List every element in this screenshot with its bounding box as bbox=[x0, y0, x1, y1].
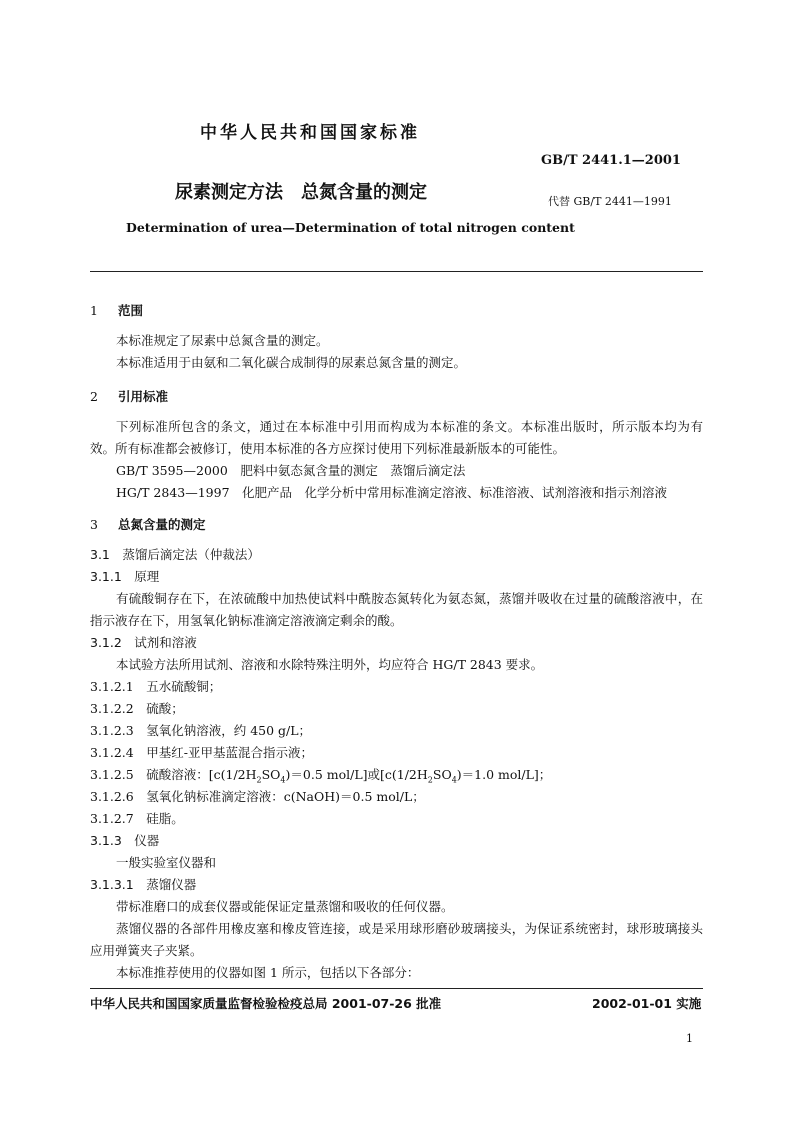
section-3-number: 3 bbox=[90, 517, 98, 532]
clause-3-1-2-2: 3.1.2.2 硫酸； bbox=[90, 701, 184, 716]
footer-rule bbox=[90, 988, 703, 989]
clause-3-1-3-1-text-1: 带标准磨口的成套仪器或能保证定量蒸馏和吸收的任何仪器。 bbox=[116, 899, 454, 914]
clause-3-1-3: 3.1.3 仪器 bbox=[90, 833, 160, 848]
section-2-paragraph: 下列标准所包含的条文，通过在本标准中引用而构成为本标准的条文。本标准出版时，所示版本均为有效。所有标准都会被修订，使用本标准的各方应探讨使用下列标准最新版本的可能性。 bbox=[90, 419, 703, 456]
replaces-note: 代替 GB/T 2441—1991 bbox=[548, 195, 672, 208]
national-standard-heading: 中华人民共和国国家标准 bbox=[200, 123, 420, 143]
clause-3-1-2-7: 3.1.2.7 硅脂。 bbox=[90, 811, 184, 826]
clause-3-1-3-1: 3.1.3.1 蒸馏仪器 bbox=[90, 877, 197, 892]
section-1-paragraph-1: 本标准规定了尿素中总氮含量的测定。 bbox=[116, 333, 329, 348]
section-3-title: 总氮含量的测定 bbox=[117, 517, 206, 532]
clause-3-1-2-5-part-d: SO bbox=[432, 767, 452, 782]
clause-3-1-3-text: 一般实验室仪器和 bbox=[116, 855, 217, 870]
section-2-heading bbox=[90, 386, 168, 408]
reference-hg-2843: HG/T 2843—1997 化肥产品 化学分析中常用标准滴定溶液、标准溶液、试剂溶液和指示剂溶液 bbox=[116, 485, 668, 500]
clause-3-1-2-5-part-a: 3.1.2.5 硫酸溶液：[c(1/2H bbox=[90, 767, 257, 782]
page-number: 1 bbox=[686, 1032, 693, 1045]
approval-line: 中华人民共和国国家质量监督检验检疫总局 2001-07-26 批准 bbox=[90, 996, 442, 1011]
reference-gb-3595: GB/T 3595—2000 肥料中氨态氮含量的测定 蒸馏后滴定法 bbox=[116, 463, 466, 478]
section-1-number: 1 bbox=[90, 303, 98, 318]
implementation-line: 2002-01-01 实施 bbox=[592, 996, 702, 1011]
clause-3-1-3-1-text-3: 本标准推荐使用的仪器如图 1 所示，包括以下各部分： bbox=[116, 965, 420, 980]
clause-3-1-2-5-part-e: )＝1.0 mol/L]； bbox=[456, 767, 552, 782]
clause-3-1-2-6: 3.1.2.6 氢氧化钠标准滴定溶液：c(NaOH)＝0.5 mol/L； bbox=[90, 789, 425, 804]
subscript: 4 bbox=[280, 775, 286, 785]
header-rule bbox=[90, 271, 703, 272]
subscript: 2 bbox=[427, 775, 433, 785]
standard-code: GB/T 2441.1—2001 bbox=[541, 153, 681, 168]
section-2-title: 引用标准 bbox=[117, 389, 168, 404]
section-1-paragraph-2: 本标准适用于由氨和二氧化碳合成制得的尿素总氮含量的测定。 bbox=[116, 355, 467, 370]
clause-3-1-2-1: 3.1.2.1 五水硫酸铜； bbox=[90, 679, 222, 694]
clause-3-1-3-1-text-2: 蒸馏仪器的各部件用橡皮塞和橡皮管连接，或是采用球形磨砂玻璃接头，为保证系统密封，球形玻璃接头应用弹簧夹子夹紧。 bbox=[90, 921, 703, 958]
clause-3-1-2-5-part-c: )＝0.5 mol/L]或[c(1/2H bbox=[285, 767, 428, 782]
clause-3-1-2-5-part-b: SO bbox=[261, 767, 281, 782]
section-2-number: 2 bbox=[90, 389, 98, 404]
clause-3-1: 3.1 蒸馏后滴定法（仲裁法） bbox=[90, 547, 260, 562]
clause-3-1-1: 3.1.1 原理 bbox=[90, 569, 160, 584]
document-title-cn: 尿素测定方法 总氮含量的测定 bbox=[175, 182, 427, 203]
clause-3-1-1-text: 有硫酸铜存在下，在浓硫酸中加热使试料中酰胺态氮转化为氨态氮，蒸馏并吸收在过量的硫酸溶液中，在指示液存在下，用氢氧化钠标准滴定溶液滴定剩余的酸。 bbox=[90, 591, 703, 628]
clause-3-1-2-text: 本试验方法所用试剂、溶液和水除特殊注明外，均应符合 HG/T 2843 要求。 bbox=[116, 657, 544, 672]
clause-3-1-2-3: 3.1.2.3 氢氧化钠溶液，约 450 g/L； bbox=[90, 723, 312, 738]
clause-3-1-2: 3.1.2 试剂和溶液 bbox=[90, 635, 197, 650]
subscript: 4 bbox=[451, 775, 457, 785]
section-1-heading bbox=[90, 300, 143, 322]
document-title-en: Determination of urea—Determination of total nitrogen content bbox=[126, 220, 575, 235]
section-1-title: 范围 bbox=[117, 303, 143, 318]
section-3-heading bbox=[90, 514, 205, 536]
subscript: 2 bbox=[256, 775, 262, 785]
clause-3-1-2-4: 3.1.2.4 甲基红-亚甲基蓝混合指示液； bbox=[90, 745, 313, 760]
